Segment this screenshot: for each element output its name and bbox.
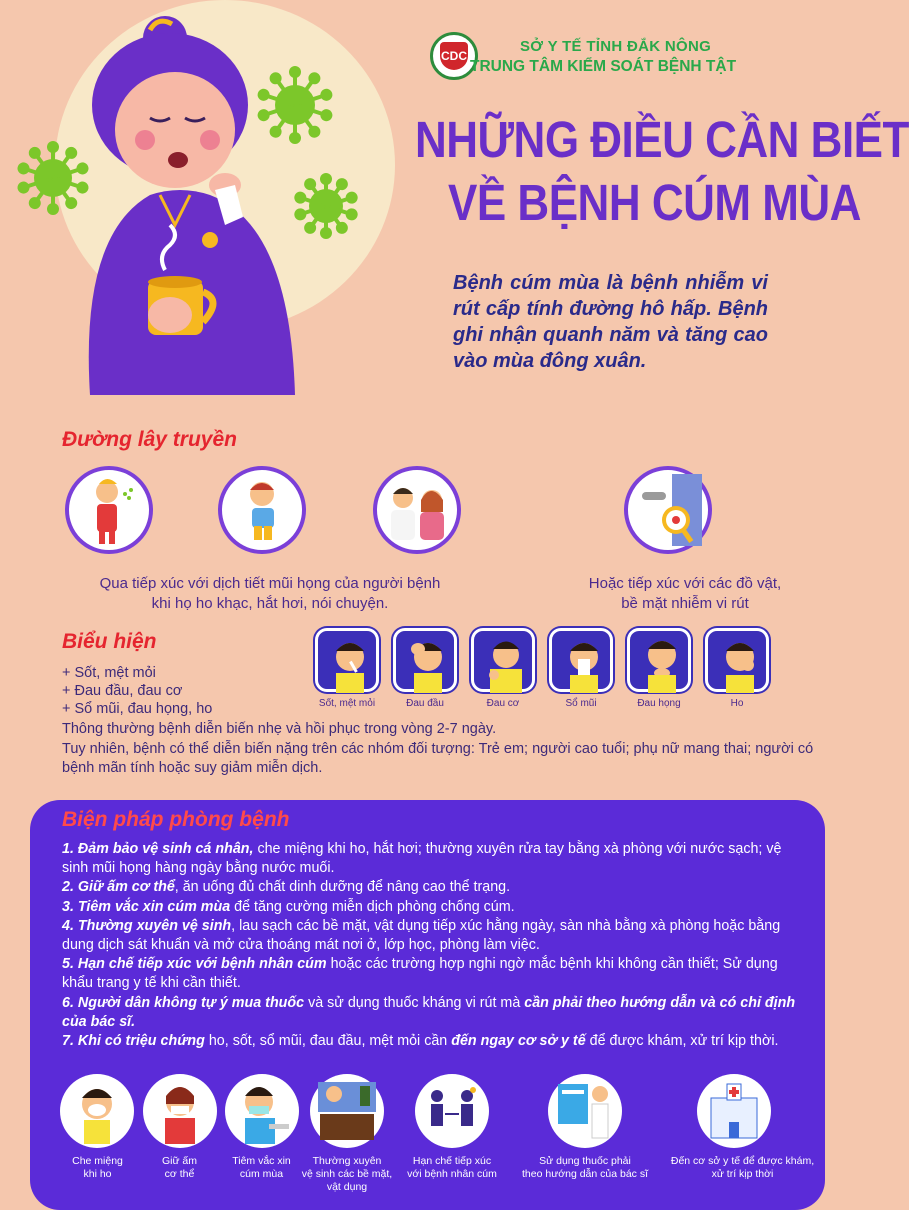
- sick-girl-illustration: [70, 0, 330, 395]
- symptom-list: [62, 664, 212, 718]
- prevention-item: [62, 898, 807, 917]
- prevention-item: [62, 878, 807, 897]
- vaccine-icon: [225, 1074, 299, 1148]
- talking-people-icon: [373, 466, 461, 554]
- prevention-item-text: , lau sạch các bề mặt, vật dụng tiếp xúc hằng ngày, sàn nhà bằng xà phòng hoặc bằng dung dịch sát khuẩn và mở cửa thoáng mát nơi ở, lớp học, phòng làm việc.: [62, 917, 781, 954]
- caption-line: vệ sinh các bề mặt,: [301, 1168, 393, 1180]
- symptom-note-1: Thông thường bệnh diễn biến nhẹ và hồi phục trong vòng 2-7 ngày.: [62, 721, 497, 737]
- prevention-icon-caption: [505, 1155, 665, 1181]
- caption-line: Tiêm vắc xin: [232, 1155, 291, 1167]
- logo-text: CDC: [440, 42, 468, 70]
- prevention-item-text: và sử dụng thuốc kháng vi rút mà: [304, 994, 525, 1011]
- prevention-item-heading: 3. Tiêm vắc xin cúm mùa: [62, 898, 231, 915]
- prevention-item-heading: 5. Hạn chế tiếp xúc với bệnh nhân cúm: [62, 956, 327, 973]
- symptom-note-2: Tuy nhiên, bệnh có thể diễn biến nặng trên các nhóm đối tượng: Trẻ em; người cao tuổi; phụ nữ mang thai; người có bệnh mãn tính hoặc suy giảm miễn dịch.: [62, 741, 814, 776]
- prevention-item-text: để được khám, xử trí kịp thời.: [585, 1033, 779, 1050]
- symptom-card-label: Sốt, mệt mỏi: [318, 698, 376, 709]
- transmission-caption-right-1: Hoặc tiếp xúc với các đồ vật,: [588, 575, 782, 592]
- prevention-item: [62, 917, 807, 955]
- org-line-1: SỞ Y TẾ TỈNH ĐẮK NÔNG: [520, 38, 712, 55]
- caption-line: Giữ ấm: [161, 1155, 198, 1167]
- prevention-icon-caption: [660, 1155, 825, 1181]
- prevention-item-text: hoặc các trường hợp nghi ngờ mắc bệnh khi không cần thiết; Sử dụng khẩu trang y tế khi cần thiết.: [62, 956, 778, 992]
- transmission-caption-left-1: Qua tiếp xúc với dịch tiết mũi họng của người bệnh: [99, 575, 441, 592]
- prevention-item: [62, 994, 807, 1032]
- page-title-line-2: VỀ BỆNH CÚM MÙA: [448, 175, 861, 232]
- symptom-item: + Sổ mũi, đau họng, ho: [62, 701, 213, 717]
- symptom-item: + Sốt, mệt mỏi: [62, 665, 156, 681]
- transmission-title: Đường lây truyền: [62, 428, 237, 451]
- coughing-child-icon: [65, 466, 153, 554]
- prevention-item-text: , ăn uống đủ chất dinh dưỡng để nâng cao thể trạng.: [174, 879, 511, 896]
- prevention-item: [62, 1032, 807, 1051]
- medication-guidance-icon: [548, 1074, 622, 1148]
- transmission-caption-left-2: khi họ ho khạc, hắt hơi, nói chuyện.: [151, 595, 389, 612]
- sneezing-boy-icon: [218, 466, 306, 554]
- cover-mouth-icon: [60, 1074, 134, 1148]
- caption-line: Che miệng: [72, 1155, 123, 1167]
- caption-line: cơ thể: [164, 1168, 195, 1180]
- prevention-item-emphasis: cần phải theo hướng dẫn và có chỉ định của bác sĩ.: [62, 994, 796, 1030]
- prevention-icon-caption: [132, 1155, 227, 1181]
- symptom-card-headache: [393, 628, 457, 692]
- caption-line: Thường xuyên: [312, 1155, 382, 1167]
- caption-line: vật dụng: [326, 1181, 368, 1193]
- prevention-item-heading: 1. Đảm bảo vệ sinh cá nhân,: [62, 841, 254, 857]
- symptom-card-muscle-ache: [471, 628, 535, 692]
- prevention-icon-caption: [392, 1155, 512, 1181]
- prevention-item: [62, 840, 807, 878]
- symptom-card-cough: [705, 628, 769, 692]
- symptoms-title: Biểu hiện: [62, 630, 157, 653]
- prevention-item-text: ho, sốt, sổ mũi, đau đầu, mệt mỏi cần: [204, 1033, 452, 1050]
- symptom-card-label: Đau đầu: [406, 698, 444, 709]
- prevention-item-heading: 2. Giữ ấm cơ thể: [62, 879, 175, 896]
- symptom-item: + Đau đầu, đau cơ: [62, 683, 183, 699]
- caption-line: Hạn chế tiếp xúc: [412, 1155, 492, 1167]
- transmission-caption-right-2: bề mặt nhiễm vi rút: [621, 595, 749, 612]
- caption-line: theo hướng dẫn của bác sĩ: [522, 1168, 648, 1180]
- caption-line: Sử dụng thuốc phải: [539, 1155, 631, 1167]
- org-line-2: TRUNG TÂM KIỂM SOÁT BỆNH TẬT: [470, 58, 737, 75]
- prevention-item-emphasis: đến ngay cơ sở y tế: [451, 1033, 586, 1050]
- prevention-title: Biện pháp phòng bệnh: [62, 808, 290, 831]
- keep-warm-icon: [143, 1074, 217, 1148]
- caption-line: xử trí kịp thời: [711, 1168, 774, 1180]
- limit-contact-icon: [415, 1074, 489, 1148]
- door-handle-virus-icon: [624, 466, 712, 554]
- intro-paragraph: Bệnh cúm mùa là bệnh nhiễm vi rút cấp tính đường hô hấp. Bệnh ghi nhận quanh năm và tăng cao vào mùa đông xuân.: [453, 272, 768, 372]
- symptom-card-runny-nose: [549, 628, 613, 692]
- caption-line: Đến cơ sở y tế để được khám,: [670, 1155, 815, 1167]
- symptom-card-label: Đau cơ: [486, 698, 520, 709]
- cleaning-surfaces-icon: [310, 1074, 384, 1148]
- hospital-icon: [697, 1074, 771, 1148]
- prevention-icon-caption: [50, 1155, 145, 1181]
- prevention-item-heading: 6. Người dân không tự ý mua thuốc: [62, 994, 305, 1011]
- caption-line: khi ho: [83, 1168, 112, 1180]
- prevention-item: [62, 955, 807, 993]
- prevention-list: [62, 840, 807, 1051]
- prevention-item-text: che miệng khi ho, hắt hơi; thường xuyên rửa tay bằng xà phòng với nước sạch; vệ sinh mũi họng hàng ngày bằng nước muối.: [62, 841, 782, 877]
- page-title-line-1: NHỮNG ĐIỀU CẦN BIẾT: [415, 112, 909, 169]
- caption-line: với bệnh nhân cúm: [407, 1168, 497, 1180]
- symptom-card-label: Ho: [730, 698, 744, 709]
- prevention-item-text: để tăng cường miễn dịch phòng chống cúm.: [230, 898, 515, 915]
- prevention-item-heading: 7. Khi có triệu chứng: [62, 1033, 205, 1050]
- caption-line: cúm mùa: [239, 1168, 284, 1180]
- symptom-card-label: Đau họng: [637, 698, 681, 709]
- prevention-icon-caption: [287, 1155, 407, 1194]
- prevention-item-heading: 4. Thường xuyên vệ sinh: [62, 917, 232, 934]
- symptom-card-sore-throat: [627, 628, 691, 692]
- symptom-card-label: Sổ mũi: [565, 698, 597, 709]
- symptom-card-fever: [315, 628, 379, 692]
